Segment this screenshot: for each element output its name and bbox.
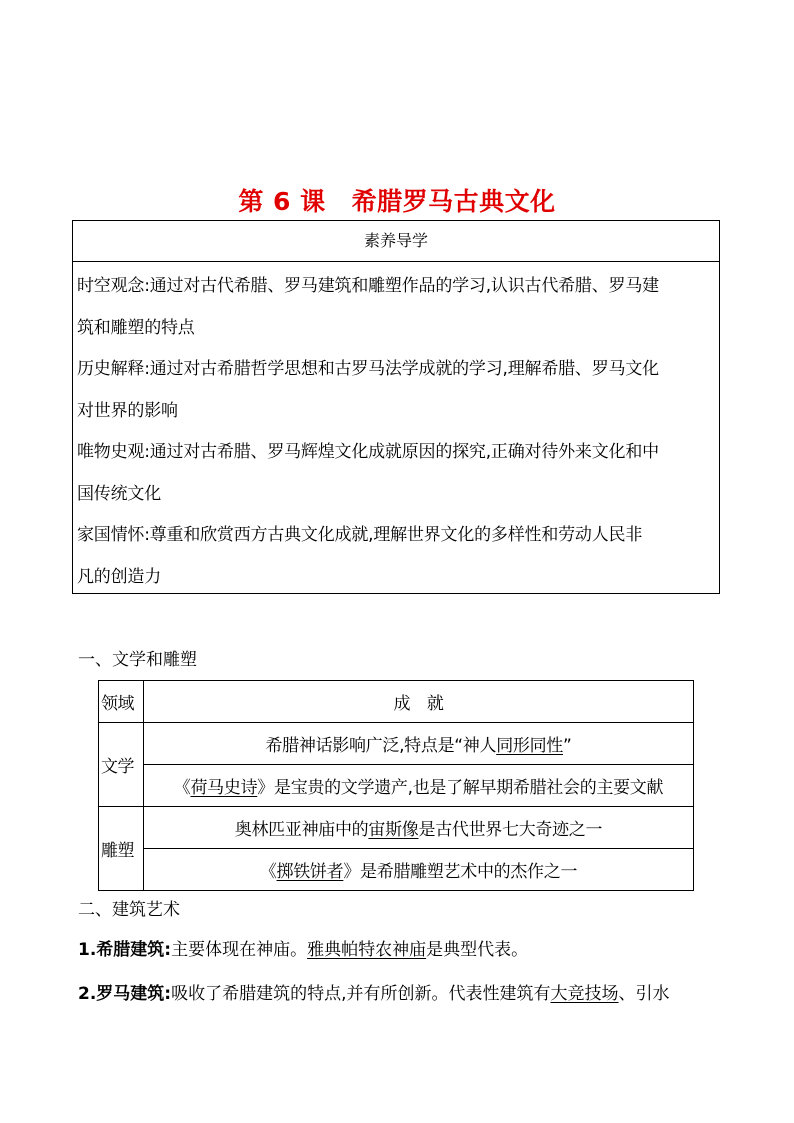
table-row xyxy=(99,807,694,849)
goal-line: 凡的创造力 xyxy=(77,566,161,587)
section1-heading: 一、文学和雕塑 xyxy=(78,650,197,670)
header-achievement: 成 就 xyxy=(144,681,694,723)
item-label: 希腊建筑: xyxy=(96,940,172,960)
goal-line: 筑和雕塑的特点 xyxy=(77,317,195,338)
table-row xyxy=(99,849,694,891)
goal-line: 对世界的影响 xyxy=(77,400,178,421)
goal-line: 家国情怀:尊重和欣赏西方古典文化成就,理解世界文化的多样性和劳动人民非 xyxy=(77,525,643,545)
underlined-key-term: 雅典帕特农神庙 xyxy=(307,940,427,960)
underlined-key-term: 掷铁饼者 xyxy=(276,862,344,882)
header-field: 领域 xyxy=(99,681,144,723)
goal-line: 时空观念:通过对古代希腊、罗马建筑和雕塑作品的学习,认识古代希腊、罗马建 xyxy=(77,276,659,296)
literature-sculpture-table xyxy=(98,680,694,891)
field-literature: 文学 xyxy=(99,723,144,807)
roman-architecture-paragraph: 2.罗马建筑:吸收了希腊建筑的特点,并有所创新。代表性建筑有大竞技场、引水 xyxy=(78,984,670,1004)
literacy-guide-box xyxy=(72,220,720,594)
achievement-cell: 《掷铁饼者》是希腊雕塑艺术中的杰作之一 xyxy=(144,849,694,891)
achievement-cell: 《荷马史诗》是宝贵的文学遗产,也是了解早期希腊社会的主要文献 xyxy=(144,765,694,807)
table-header-row xyxy=(99,681,694,723)
item-number: 1. xyxy=(78,940,97,960)
achievement-cell: 奥林匹亚神庙中的宙斯像是古代世界七大奇迹之一 xyxy=(144,807,694,849)
literacy-guide-heading: 素养导学 xyxy=(73,221,719,262)
achievement-cell: 希腊神话影响广泛,特点是“神人同形同性” xyxy=(144,723,694,765)
field-sculpture: 雕塑 xyxy=(99,807,144,891)
literacy-guide-body xyxy=(73,262,719,598)
item-number: 2. xyxy=(78,984,97,1004)
underlined-key-term: 同形同性 xyxy=(496,736,563,756)
lesson-name: 希腊罗马古典文化 xyxy=(351,187,556,216)
table-row xyxy=(99,765,694,807)
lesson-number: 第 6 课 xyxy=(238,187,326,216)
underlined-key-term: 大竞技场 xyxy=(550,984,619,1004)
item-label: 罗马建筑: xyxy=(96,984,172,1004)
goal-line: 唯物史观:通过对古希腊、罗马辉煌文化成就原因的探究,正确对待外来文化和中 xyxy=(77,442,659,462)
greek-architecture-paragraph: 1.希腊建筑:主要体现在神庙。雅典帕特农神庙是典型代表。 xyxy=(78,940,529,960)
section2-heading: 二、建筑艺术 xyxy=(78,900,180,920)
table-row xyxy=(99,723,694,765)
underlined-key-term: 宙斯像 xyxy=(368,820,419,840)
goal-line: 历史解释:通过对古希腊哲学思想和古罗马法学成就的学习,理解希腊、罗马文化 xyxy=(77,359,659,379)
underlined-key-term: 荷马史诗 xyxy=(190,778,258,798)
goal-line: 国传统文化 xyxy=(77,483,161,504)
lesson-title xyxy=(0,185,794,219)
